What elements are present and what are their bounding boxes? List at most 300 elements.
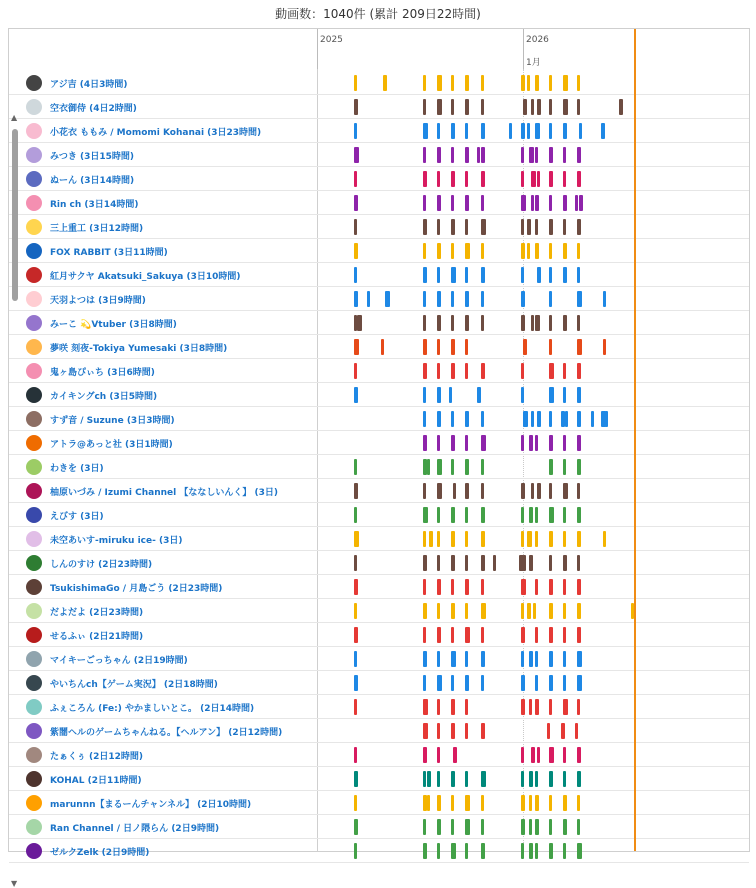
video-bar[interactable] <box>481 219 486 235</box>
video-bar[interactable] <box>547 723 550 739</box>
video-bar[interactable] <box>529 435 533 451</box>
video-bar[interactable] <box>531 411 534 427</box>
channel-name-link[interactable]: 三上重工 (3日12時間) <box>50 224 144 234</box>
video-bar[interactable] <box>481 795 484 811</box>
video-bar[interactable] <box>527 531 532 547</box>
video-bar[interactable] <box>481 171 485 187</box>
video-bar[interactable] <box>549 195 552 211</box>
video-bar[interactable] <box>451 555 455 571</box>
video-bar[interactable] <box>465 795 470 811</box>
video-bar[interactable] <box>531 99 534 115</box>
video-bar[interactable] <box>423 291 426 307</box>
video-bar[interactable] <box>521 195 526 211</box>
video-bar[interactable] <box>451 219 455 235</box>
video-bar[interactable] <box>465 675 469 691</box>
video-bar[interactable] <box>537 483 541 499</box>
video-bar[interactable] <box>423 387 426 403</box>
video-bar[interactable] <box>549 555 552 571</box>
video-bar[interactable] <box>577 387 581 403</box>
video-bar[interactable] <box>603 339 606 355</box>
channel-name-link[interactable]: みーこ 💫Vtuber (3日8時間) <box>50 320 177 330</box>
video-bar[interactable] <box>549 675 553 691</box>
video-bar[interactable] <box>535 699 539 715</box>
video-bar[interactable] <box>529 771 533 787</box>
video-bar[interactable] <box>481 627 484 643</box>
video-bar[interactable] <box>451 339 455 355</box>
video-bar[interactable] <box>423 555 427 571</box>
video-bar[interactable] <box>481 99 484 115</box>
video-bar[interactable] <box>354 483 358 499</box>
video-bar[interactable] <box>549 339 552 355</box>
channel-name-link[interactable]: 紫闇ヘルのゲームちゃんねる。【ヘルアン】 (2日12時間) <box>50 728 283 738</box>
video-bar[interactable] <box>465 219 468 235</box>
video-bar[interactable] <box>423 675 426 691</box>
video-bar[interactable] <box>563 315 567 331</box>
video-bar[interactable] <box>423 507 428 523</box>
video-bar[interactable] <box>549 507 554 523</box>
video-bar[interactable] <box>535 243 539 259</box>
video-bar[interactable] <box>354 147 359 163</box>
video-bar[interactable] <box>535 675 538 691</box>
video-bar[interactable] <box>549 99 552 115</box>
video-bar[interactable] <box>549 123 552 139</box>
video-bar[interactable] <box>577 795 580 811</box>
video-bar[interactable] <box>423 699 428 715</box>
video-bar[interactable] <box>535 579 538 595</box>
video-bar[interactable] <box>563 483 568 499</box>
video-bar[interactable] <box>575 195 578 211</box>
channel-name-link[interactable]: FOX RABBIT (3日11時間) <box>50 248 168 258</box>
video-bar[interactable] <box>531 171 536 187</box>
video-bar[interactable] <box>563 555 567 571</box>
video-bar[interactable] <box>354 699 357 715</box>
video-bar[interactable] <box>423 723 428 739</box>
video-bar[interactable] <box>437 339 440 355</box>
video-bar[interactable] <box>549 435 553 451</box>
video-bar[interactable] <box>521 747 524 763</box>
video-bar[interactable] <box>465 339 468 355</box>
video-bar[interactable] <box>537 99 541 115</box>
video-bar[interactable] <box>535 315 540 331</box>
video-bar[interactable] <box>423 843 427 859</box>
channel-name-link[interactable]: 小花衣 ももみ / Momomi Kohanai (3日23時間) <box>50 128 262 138</box>
video-bar[interactable] <box>591 411 594 427</box>
scroll-up-arrow-icon[interactable]: ▲ <box>11 113 18 122</box>
video-bar[interactable] <box>531 483 534 499</box>
channel-name-link[interactable]: 空衣御侍 (4日2時間) <box>50 104 137 114</box>
video-bar[interactable] <box>423 99 426 115</box>
video-bar[interactable] <box>521 363 524 379</box>
video-bar[interactable] <box>537 267 541 283</box>
video-bar[interactable] <box>354 195 358 211</box>
video-bar[interactable] <box>577 291 582 307</box>
video-bar[interactable] <box>354 291 358 307</box>
video-bar[interactable] <box>549 747 554 763</box>
video-bar[interactable] <box>577 675 582 691</box>
video-bar[interactable] <box>549 363 554 379</box>
video-bar[interactable] <box>465 603 468 619</box>
video-bar[interactable] <box>549 483 552 499</box>
video-bar[interactable] <box>437 675 442 691</box>
video-bar[interactable] <box>451 843 456 859</box>
video-bar[interactable] <box>451 531 455 547</box>
video-bar[interactable] <box>563 219 566 235</box>
video-bar[interactable] <box>563 387 566 403</box>
video-bar[interactable] <box>521 699 525 715</box>
video-bar[interactable] <box>481 483 484 499</box>
video-bar[interactable] <box>563 363 566 379</box>
video-bar[interactable] <box>563 99 568 115</box>
video-bar[interactable] <box>481 579 484 595</box>
scrollbar[interactable] <box>9 69 21 888</box>
video-bar[interactable] <box>423 219 427 235</box>
video-bar[interactable] <box>451 699 455 715</box>
video-bar[interactable] <box>563 459 566 475</box>
video-bar[interactable] <box>354 747 357 763</box>
video-bar[interactable] <box>577 579 581 595</box>
video-bar[interactable] <box>619 99 623 115</box>
video-bar[interactable] <box>529 555 533 571</box>
video-bar[interactable] <box>563 147 566 163</box>
video-bar[interactable] <box>529 795 532 811</box>
video-bar[interactable] <box>521 75 525 91</box>
video-bar[interactable] <box>437 459 442 475</box>
video-bar[interactable] <box>601 123 605 139</box>
video-bar[interactable] <box>354 387 358 403</box>
video-bar[interactable] <box>563 819 567 835</box>
video-bar[interactable] <box>354 99 358 115</box>
video-bar[interactable] <box>354 843 357 859</box>
video-bar[interactable] <box>549 411 552 427</box>
video-bar[interactable] <box>577 483 580 499</box>
video-bar[interactable] <box>577 99 580 115</box>
video-bar[interactable] <box>549 387 554 403</box>
video-bar[interactable] <box>535 435 538 451</box>
video-bar[interactable] <box>481 555 485 571</box>
channel-name-link[interactable]: 未空あいす-miruku ice- (3日) <box>50 536 183 546</box>
video-bar[interactable] <box>577 531 581 547</box>
video-bar[interactable] <box>451 507 455 523</box>
video-bar[interactable] <box>481 843 485 859</box>
video-bar[interactable] <box>423 747 427 763</box>
video-bar[interactable] <box>465 819 470 835</box>
video-bar[interactable] <box>465 771 468 787</box>
video-bar[interactable] <box>357 315 362 331</box>
video-bar[interactable] <box>437 627 441 643</box>
channel-name-link[interactable]: マイキーごっちゃん (2日19時間) <box>50 656 188 666</box>
video-bar[interactable] <box>465 411 469 427</box>
video-bar[interactable] <box>451 795 454 811</box>
video-bar[interactable] <box>354 267 357 283</box>
video-bar[interactable] <box>529 819 532 835</box>
scrollbar-thumb[interactable] <box>12 129 18 301</box>
video-bar[interactable] <box>423 363 427 379</box>
video-bar[interactable] <box>465 843 468 859</box>
video-bar[interactable] <box>383 75 387 91</box>
video-bar[interactable] <box>381 339 384 355</box>
video-bar[interactable] <box>529 651 533 667</box>
video-bar[interactable] <box>437 75 442 91</box>
video-bar[interactable] <box>451 771 455 787</box>
video-bar[interactable] <box>521 291 525 307</box>
video-bar[interactable] <box>451 723 455 739</box>
video-bar[interactable] <box>521 315 525 331</box>
video-bar[interactable] <box>354 651 357 667</box>
video-bar[interactable] <box>437 699 440 715</box>
video-bar[interactable] <box>465 435 468 451</box>
video-bar[interactable] <box>535 195 539 211</box>
video-bar[interactable] <box>451 267 456 283</box>
video-bar[interactable] <box>577 603 581 619</box>
video-bar[interactable] <box>437 579 441 595</box>
video-bar[interactable] <box>531 747 535 763</box>
video-bar[interactable] <box>477 387 481 403</box>
video-bar[interactable] <box>423 483 426 499</box>
video-bar[interactable] <box>603 291 606 307</box>
video-bar[interactable] <box>577 555 580 571</box>
video-bar[interactable] <box>549 771 553 787</box>
video-bar[interactable] <box>451 147 454 163</box>
channel-name-link[interactable]: Ran Channel / 日ノ隈らん (2日9時間) <box>50 824 220 834</box>
video-bar[interactable] <box>531 315 534 331</box>
video-bar[interactable] <box>481 723 485 739</box>
video-bar[interactable] <box>549 243 552 259</box>
video-bar[interactable] <box>521 675 525 691</box>
video-bar[interactable] <box>521 483 525 499</box>
scroll-down-arrow-icon[interactable]: ▼ <box>11 879 18 888</box>
video-bar[interactable] <box>577 843 582 859</box>
video-bar[interactable] <box>481 435 486 451</box>
video-bar[interactable] <box>563 651 566 667</box>
video-bar[interactable] <box>354 579 358 595</box>
video-bar[interactable] <box>451 627 454 643</box>
video-bar[interactable] <box>423 339 427 355</box>
channel-name-link[interactable]: 夢咲 刻夜-Tokiya Yumesaki (3日8時間) <box>50 344 228 354</box>
video-bar[interactable] <box>563 75 568 91</box>
video-bar[interactable] <box>451 171 455 187</box>
video-bar[interactable] <box>549 171 553 187</box>
video-bar[interactable] <box>549 267 552 283</box>
video-bar[interactable] <box>481 507 485 523</box>
channel-name-link[interactable]: えびす (3日) <box>50 512 104 522</box>
video-bar[interactable] <box>561 723 565 739</box>
video-bar[interactable] <box>563 531 566 547</box>
video-bar[interactable] <box>423 771 426 787</box>
video-bar[interactable] <box>451 75 454 91</box>
video-bar[interactable] <box>563 747 566 763</box>
video-bar[interactable] <box>423 411 426 427</box>
video-bar[interactable] <box>465 315 469 331</box>
video-bar[interactable] <box>465 555 468 571</box>
video-bar[interactable] <box>549 603 553 619</box>
video-bar[interactable] <box>521 387 524 403</box>
video-bar[interactable] <box>521 123 525 139</box>
video-bar[interactable] <box>537 411 541 427</box>
video-bar[interactable] <box>465 99 469 115</box>
video-bar[interactable] <box>453 483 456 499</box>
video-bar[interactable] <box>549 315 552 331</box>
channel-name-link[interactable]: カイキングch (3日5時間) <box>50 392 158 402</box>
video-bar[interactable] <box>523 411 528 427</box>
video-bar[interactable] <box>354 363 357 379</box>
video-bar[interactable] <box>451 243 454 259</box>
channel-name-link[interactable]: すず音 / Suzune (3日3時間) <box>50 416 175 426</box>
video-bar[interactable] <box>451 291 454 307</box>
video-bar[interactable] <box>535 819 539 835</box>
video-bar[interactable] <box>577 459 581 475</box>
video-bar[interactable] <box>521 435 524 451</box>
video-bar[interactable] <box>437 99 442 115</box>
video-bar[interactable] <box>354 219 357 235</box>
video-bar[interactable] <box>354 771 358 787</box>
video-bar[interactable] <box>577 339 582 355</box>
video-bar[interactable] <box>465 699 468 715</box>
video-bar[interactable] <box>423 315 426 331</box>
video-bar[interactable] <box>437 603 440 619</box>
video-bar[interactable] <box>577 219 581 235</box>
video-bar[interactable] <box>481 651 485 667</box>
video-bar[interactable] <box>521 819 525 835</box>
video-bar[interactable] <box>481 75 484 91</box>
video-bar[interactable] <box>529 147 534 163</box>
video-bar[interactable] <box>354 675 358 691</box>
video-bar[interactable] <box>521 579 526 595</box>
video-bar[interactable] <box>535 507 538 523</box>
video-bar[interactable] <box>481 675 484 691</box>
video-bar[interactable] <box>465 171 468 187</box>
channel-name-link[interactable]: アジ吉 (4日3時間) <box>50 80 128 90</box>
video-bar[interactable] <box>521 627 525 643</box>
video-bar[interactable] <box>354 507 357 523</box>
channel-name-link[interactable]: Rin ch (3日14時間) <box>50 200 139 210</box>
video-bar[interactable] <box>577 699 580 715</box>
video-bar[interactable] <box>437 819 441 835</box>
video-bar[interactable] <box>577 147 581 163</box>
video-bar[interactable] <box>493 555 496 571</box>
video-bar[interactable] <box>481 267 485 283</box>
video-bar[interactable] <box>437 411 441 427</box>
video-bar[interactable] <box>563 699 568 715</box>
video-bar[interactable] <box>481 771 486 787</box>
video-bar[interactable] <box>437 243 441 259</box>
video-bar[interactable] <box>437 507 440 523</box>
video-bar[interactable] <box>437 723 440 739</box>
video-bar[interactable] <box>465 627 470 643</box>
video-bar[interactable] <box>437 555 440 571</box>
video-bar[interactable] <box>577 75 580 91</box>
video-bar[interactable] <box>521 531 524 547</box>
video-bar[interactable] <box>529 507 533 523</box>
video-bar[interactable] <box>437 363 440 379</box>
video-bar[interactable] <box>563 195 567 211</box>
video-bar[interactable] <box>523 555 526 571</box>
video-bar[interactable] <box>527 75 530 91</box>
video-bar[interactable] <box>427 795 430 811</box>
video-bar[interactable] <box>521 171 524 187</box>
video-bar[interactable] <box>521 267 524 283</box>
video-bar[interactable] <box>423 819 426 835</box>
video-bar[interactable] <box>451 363 455 379</box>
video-bar[interactable] <box>354 75 357 91</box>
video-bar[interactable] <box>533 603 536 619</box>
video-bar[interactable] <box>354 531 359 547</box>
channel-name-link[interactable]: しんのすけ (2日23時間) <box>50 560 153 570</box>
video-bar[interactable] <box>521 771 524 787</box>
video-bar[interactable] <box>423 267 427 283</box>
video-bar[interactable] <box>451 819 454 835</box>
video-bar[interactable] <box>437 435 440 451</box>
video-bar[interactable] <box>451 459 454 475</box>
video-bar[interactable] <box>549 699 552 715</box>
video-bar[interactable] <box>465 147 469 163</box>
channel-name-link[interactable]: TsukishimaGo / 月島ごう (2日23時間) <box>50 584 223 594</box>
video-bar[interactable] <box>535 531 538 547</box>
video-bar[interactable] <box>577 507 581 523</box>
video-bar[interactable] <box>465 507 468 523</box>
video-bar[interactable] <box>481 315 484 331</box>
video-bar[interactable] <box>451 411 454 427</box>
video-bar[interactable] <box>549 651 553 667</box>
video-bar[interactable] <box>535 771 538 787</box>
video-bar[interactable] <box>481 195 484 211</box>
video-bar[interactable] <box>523 339 527 355</box>
video-bar[interactable] <box>563 675 566 691</box>
video-bar[interactable] <box>465 531 468 547</box>
video-bar[interactable] <box>579 123 582 139</box>
video-bar[interactable] <box>527 243 530 259</box>
video-bar[interactable] <box>577 315 580 331</box>
channel-name-link[interactable]: marunnn【まるーんチャンネル】 (2日10時間) <box>50 800 252 810</box>
video-bar[interactable] <box>577 363 581 379</box>
video-bar[interactable] <box>451 195 454 211</box>
video-bar[interactable] <box>521 603 524 619</box>
video-bar[interactable] <box>577 411 581 427</box>
video-bar[interactable] <box>453 747 457 763</box>
video-bar[interactable] <box>481 459 484 475</box>
video-bar[interactable] <box>563 243 567 259</box>
video-bar[interactable] <box>423 75 426 91</box>
video-bar[interactable] <box>521 243 525 259</box>
video-bar[interactable] <box>451 435 455 451</box>
video-bar[interactable] <box>535 795 539 811</box>
video-bar[interactable] <box>577 651 582 667</box>
video-bar[interactable] <box>437 795 441 811</box>
video-bar[interactable] <box>465 483 469 499</box>
video-bar[interactable] <box>549 819 552 835</box>
video-bar[interactable] <box>465 75 469 91</box>
channel-name-link[interactable]: みつき (3日15時間) <box>50 152 134 162</box>
video-bar[interactable] <box>563 123 567 139</box>
video-bar[interactable] <box>451 675 454 691</box>
video-bar[interactable] <box>521 651 524 667</box>
video-bar[interactable] <box>354 459 357 475</box>
video-bar[interactable] <box>451 579 454 595</box>
video-bar[interactable] <box>437 315 441 331</box>
video-bar[interactable] <box>529 699 532 715</box>
video-bar[interactable] <box>535 75 539 91</box>
video-bar[interactable] <box>535 651 538 667</box>
video-bar[interactable] <box>549 291 552 307</box>
video-bar[interactable] <box>465 459 469 475</box>
channel-name-link[interactable]: 紅月サクヤ Akatsuki_Sakuya (3日10時間) <box>50 272 241 282</box>
video-bar[interactable] <box>354 171 357 187</box>
video-bar[interactable] <box>423 195 426 211</box>
video-bar[interactable] <box>427 771 431 787</box>
video-bar[interactable] <box>427 459 430 475</box>
video-bar[interactable] <box>354 555 357 571</box>
video-bar[interactable] <box>429 531 433 547</box>
video-bar[interactable] <box>549 459 553 475</box>
